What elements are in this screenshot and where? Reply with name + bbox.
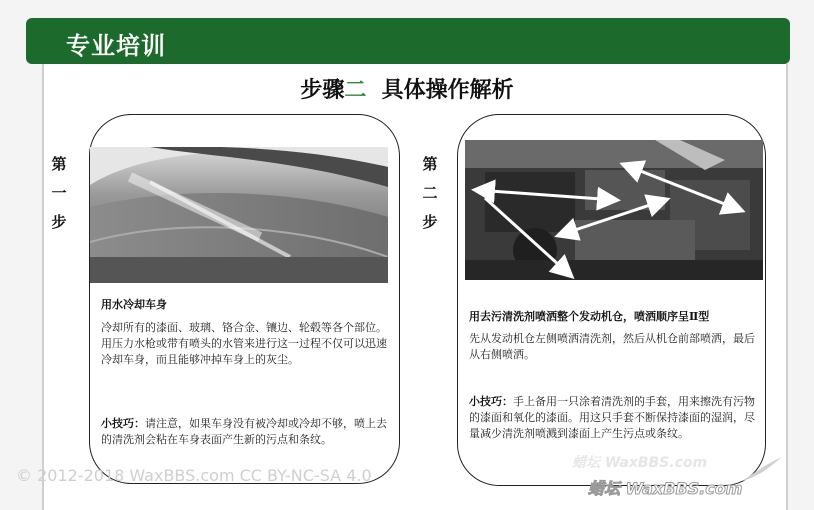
car-spray-photo [90, 147, 388, 283]
step-2-label-char: 二 [422, 184, 438, 202]
step-1-body: 冷却所有的漆面、玻璃、铬合金、镶边、轮毂等各个部位。用压力水枪或带有喷头的水管来进行这一过程不仅可以迅速冷却车身，而且能够冲掉车身上的灰尘。 [101, 321, 387, 366]
step-1-tip [101, 416, 389, 448]
watermark-right: 蜡坛 WaxBBS.com [588, 479, 743, 498]
step-2-caption: 用去污清洗剂喷洒整个发动机仓，喷洒顺序呈Ⅱ型 [469, 310, 710, 323]
step-2-photo [465, 140, 763, 280]
header-banner [26, 18, 790, 64]
step-1-label [49, 150, 69, 237]
step-1-label-char: 第 [51, 155, 67, 173]
step-1-label-char: 一 [51, 184, 67, 202]
engine-bay-photo [465, 140, 763, 280]
step-2-label-char: 第 [422, 155, 438, 173]
step-1-caption: 用水冷却车身 [101, 298, 167, 311]
step-2-label-char: 步 [422, 213, 438, 231]
step-2-tip [469, 394, 755, 442]
step-1-label-char: 步 [51, 213, 67, 231]
watermark-left: © 2012-2018 WaxBBS.com CC BY-NC-SA 4.0 [16, 466, 372, 485]
step-1-tip-label: 小技巧： [101, 417, 145, 430]
watermark-right-faint: 蜡坛 WaxBBS.com [572, 455, 708, 471]
step-1-tip-text: 请注意，如果车身没有被冷却或冷却不够，喷上去的清洗剂会粘在车身表面产生新的污点和条纹。 [101, 417, 387, 446]
subtitle-prefix: 步骤 [300, 77, 345, 103]
step-2-label [420, 150, 440, 237]
header-title: 专业培训 [66, 32, 166, 60]
step-2-tip-label: 小技巧： [469, 395, 513, 408]
page-subtitle [0, 73, 814, 104]
step-1-photo [90, 147, 388, 283]
subtitle-rest: 具体操作解析 [381, 77, 514, 103]
subtitle-highlight: 二 [344, 77, 367, 103]
watermark-swoosh-icon [740, 455, 784, 485]
step-2-tip-text: 手上备用一只涂着清洗剂的手套，用来擦洗有污物的漆面和氧化的漆面。用这只手套不断保持漆面的湿润，尽量减少清洗剂喷溅到漆面上产生污点或条纹。 [469, 395, 755, 440]
step-2-body: 先从发动机仓左侧喷洒清洗剂，然后从机仓前部喷洒，最后从右侧喷洒。 [469, 332, 755, 361]
